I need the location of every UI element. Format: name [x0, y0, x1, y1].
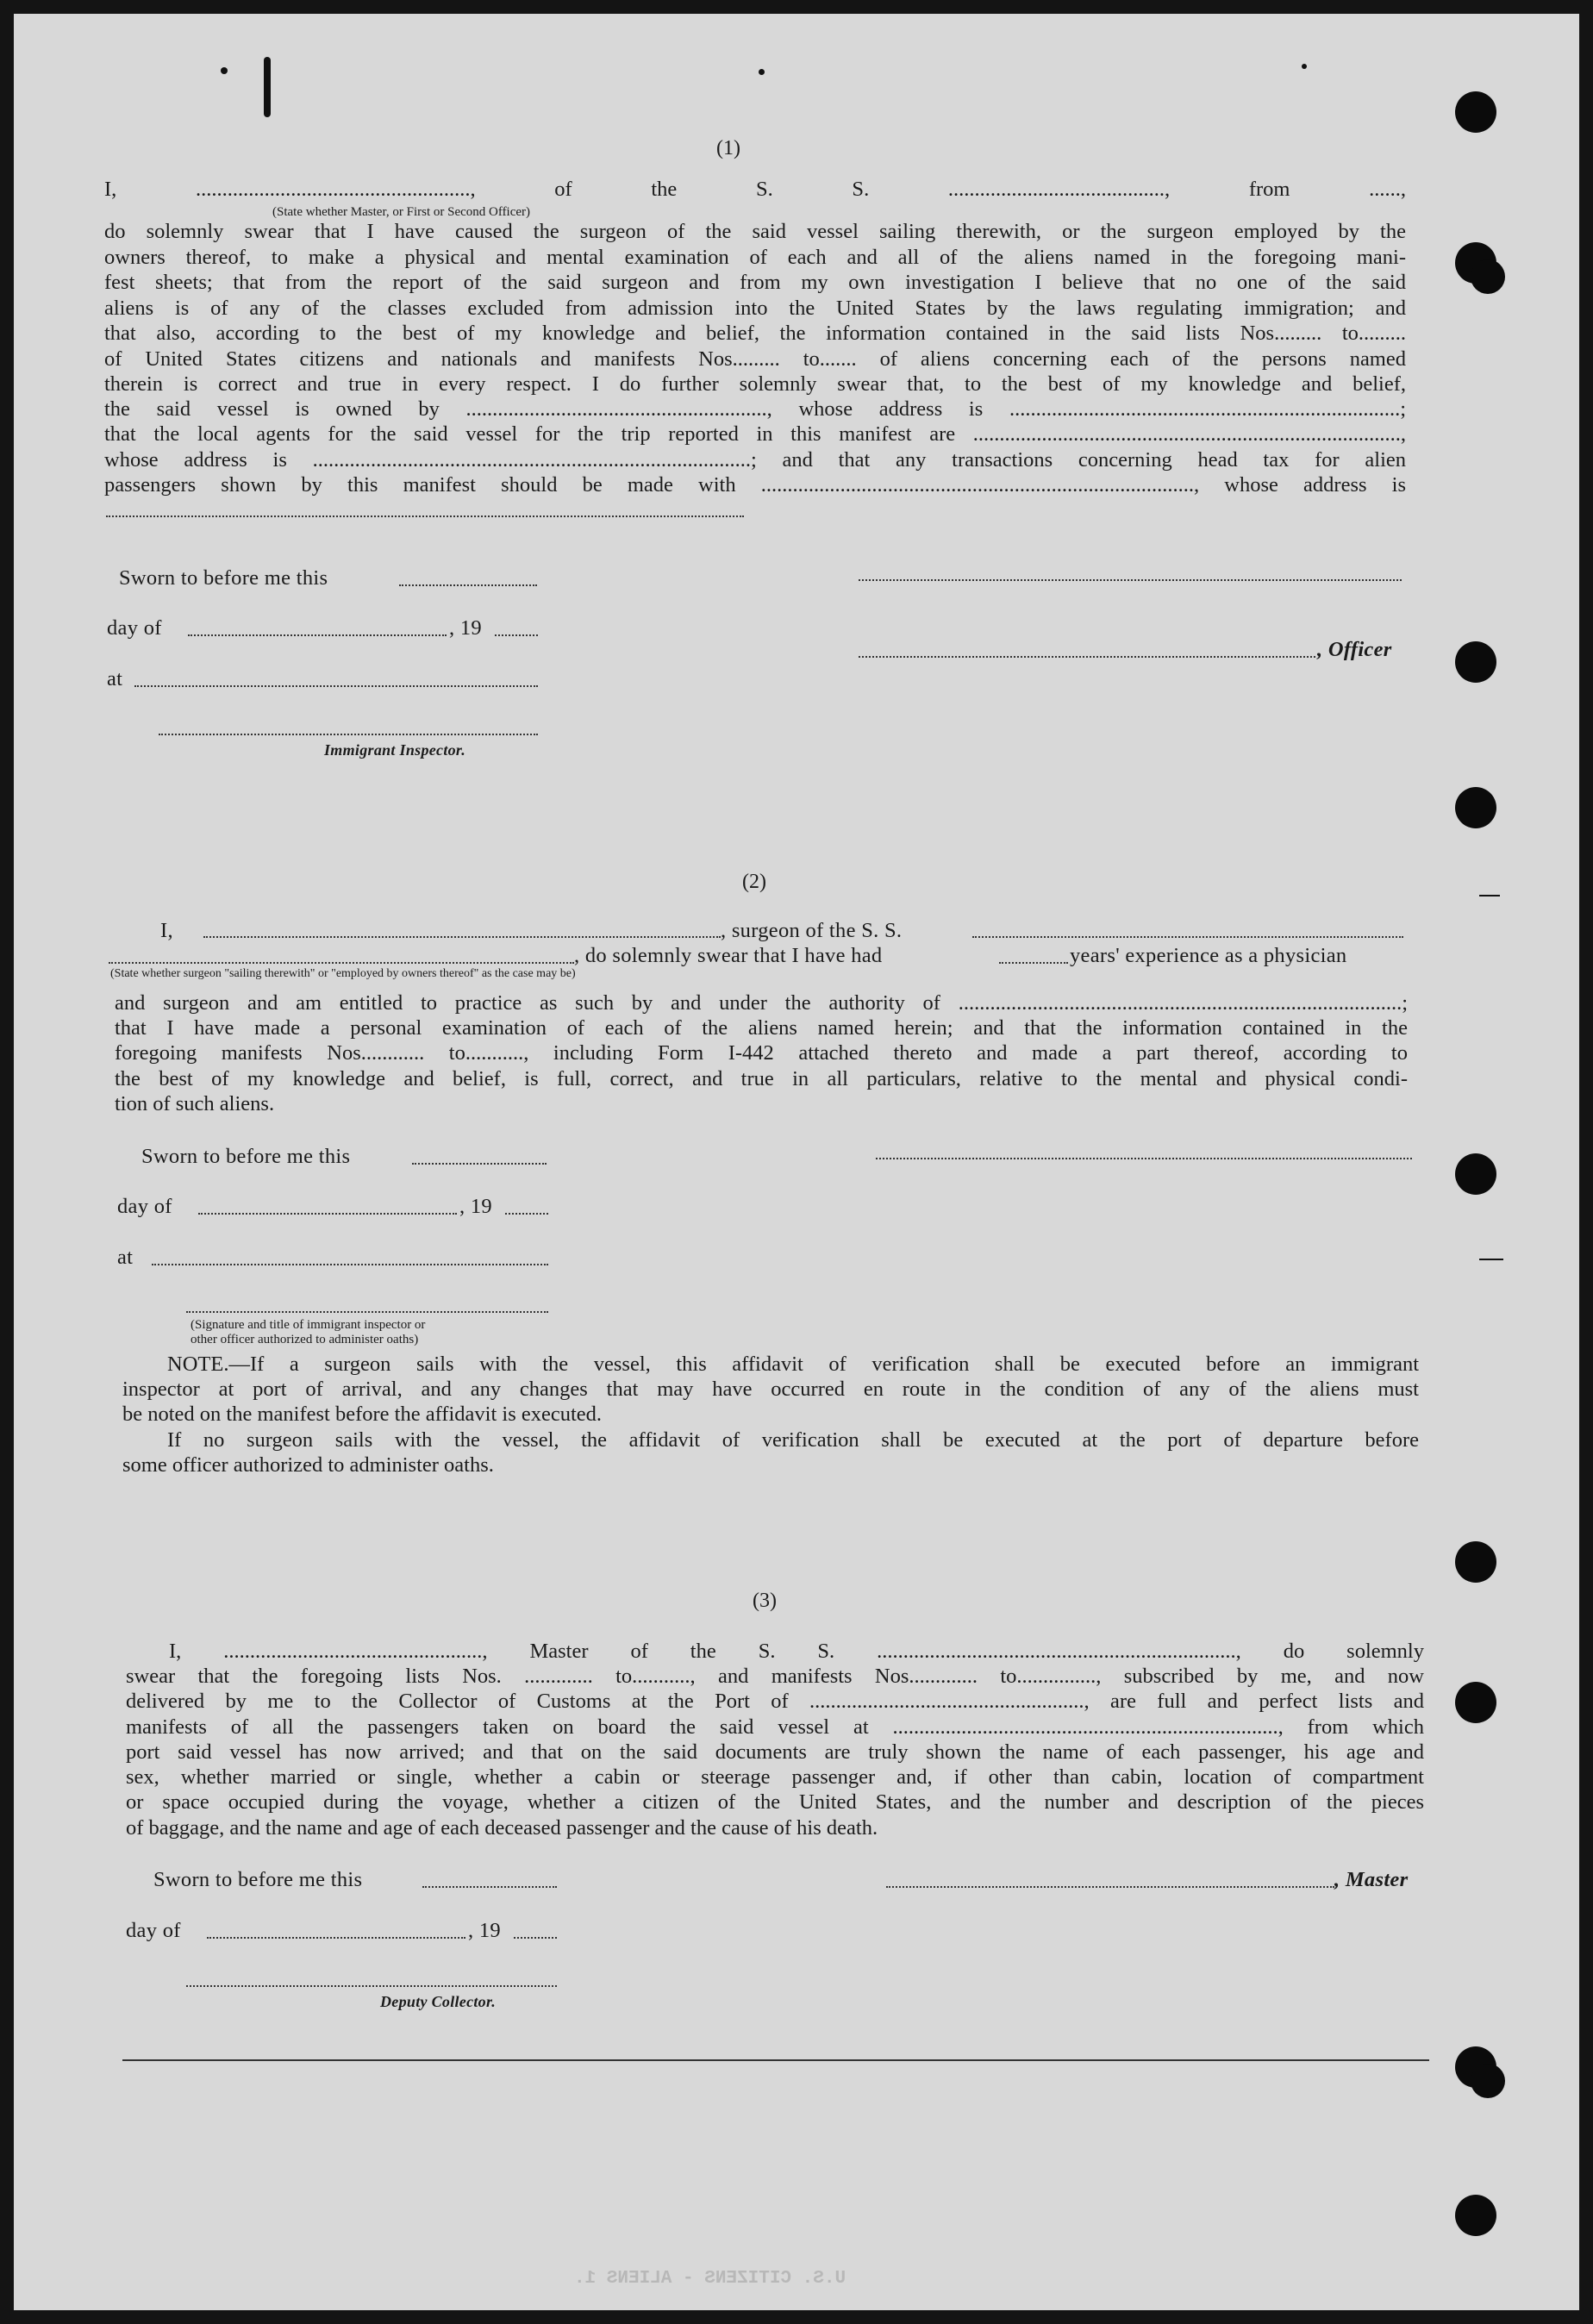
section-1-line: I, ...................................................., of the S. S. ........................................., from ......, — [104, 178, 1406, 201]
section-3-line: port said vessel has now arrived; and that on the said documents are truly shown the name of each passenger, his age and — [126, 1740, 1424, 1764]
section-3-number: (3) — [753, 1590, 777, 1612]
section-1-line: whose address is ...................................................................................; and that any transactions concerning head tax for alien — [104, 448, 1406, 472]
sworn-label: Sworn to before me this — [153, 1868, 363, 1891]
ink-mark — [1479, 1259, 1503, 1260]
note-line: inspector at port of arrival, and any changes that may have occurred en route in the condition of any of the aliens must — [122, 1378, 1419, 1401]
punch-hole — [1471, 259, 1505, 294]
section-1-line: that the local agents for the said vessel for the trip reported in this manifest are ................................................................................., — [104, 422, 1406, 446]
place-blank[interactable] — [152, 1264, 548, 1265]
year-label: , 19 — [449, 616, 482, 640]
punch-hole — [1455, 91, 1496, 133]
sworn-date-blank[interactable] — [412, 1163, 547, 1165]
officer-label: , Officer — [1317, 638, 1392, 661]
punch-hole — [1455, 2195, 1496, 2236]
master-label: , Master — [1334, 1868, 1409, 1891]
inspector-signature-blank[interactable] — [159, 734, 538, 735]
section-1-line: do solemnly swear that I have caused the surgeon of the said vessel sailing therewith, or the surgeon employed by the — [104, 220, 1406, 243]
reverse-side-bleed-text: U.S. CITIZENS - ALIENS 1. — [574, 2269, 846, 2289]
section-1-line: passengers shown by this manifest should be made with .................................................................................., whose address is — [104, 473, 1406, 497]
punch-hole — [1455, 1682, 1496, 1723]
sworn-label: Sworn to before me this — [119, 566, 328, 590]
address-blank[interactable] — [106, 515, 744, 517]
manifest-verification-sheet — [14, 14, 1579, 2310]
section-1-line: that also, according to the best of my knowledge and belief, the information contained in the said lists Nos......... to......... — [104, 322, 1406, 345]
section-1-line: aliens is of any of the classes excluded from admission into the United States by the laws regulating immigration; and — [104, 297, 1406, 320]
section-2-line: and surgeon and am entitled to practice as such by and under the authority of ....................................................................................; — [115, 991, 1408, 1015]
punch-hole — [1455, 787, 1496, 828]
master-signature-blank[interactable] — [886, 1886, 1334, 1888]
day-of-label: day of — [126, 1919, 181, 1942]
ink-mark — [1302, 64, 1307, 69]
year-label: , 19 — [468, 1919, 501, 1942]
section-1-line: fest sheets; that from the report of the said surgeon and from my own investigation I believe that no one of the said — [104, 271, 1406, 294]
year-blank[interactable] — [505, 1213, 548, 1215]
signature-title-label: other officer authorized to administer oaths) — [191, 1333, 419, 1346]
section-2-line: tion of such aliens. — [115, 1092, 275, 1115]
collector-signature-blank[interactable] — [186, 1985, 557, 1987]
officer-name-blank[interactable] — [859, 656, 1315, 658]
section-1-number: (1) — [716, 137, 740, 159]
day-of-label: day of — [107, 616, 162, 640]
at-label: at — [107, 667, 123, 690]
immigrant-inspector-label: Immigrant Inspector. — [324, 741, 466, 759]
section-3-line: delivered by me to the Collector of Customs at the Port of ...................................................., are full and perfect lists and — [126, 1690, 1424, 1713]
surgeon-signature-blank[interactable] — [876, 1158, 1412, 1159]
section-1-line: of United States citizens and nationals and manifests Nos......... to....... of aliens concerning each of the persons named — [104, 347, 1406, 371]
punch-hole — [1455, 641, 1496, 683]
surgeon-name-blank[interactable] — [203, 936, 721, 938]
ink-mark — [1479, 895, 1500, 896]
section-2-line: the best of my knowledge and belief, is full, correct, and true in all particulars, relative to the mental and physical condi- — [115, 1067, 1408, 1090]
month-blank[interactable] — [198, 1213, 457, 1215]
section-3-line: swear that the foregoing lists Nos. ............. to..........., and manifests Nos............. to..............., subscribed by me, and now — [126, 1665, 1424, 1688]
master-role-label: (State whether Master, or First or Second Officer) — [272, 205, 531, 219]
years-experience: years' experience as a physician — [1070, 944, 1347, 967]
sworn-date-blank[interactable] — [422, 1886, 557, 1888]
sworn-date-blank[interactable] — [399, 584, 537, 586]
section-3-line: I, ................................................., Master of the S. S. ...................................................................., do solemnly — [169, 1640, 1424, 1663]
note-line: some officer authorized to administer oaths. — [122, 1453, 494, 1477]
surgeon-status-blank[interactable] — [109, 962, 574, 964]
at-label: at — [117, 1246, 134, 1269]
section-3-line: or space occupied during the voyage, whether a citizen of the United States, and the number and description of the pieces — [126, 1790, 1424, 1814]
officer-signature-blank[interactable] — [859, 579, 1402, 581]
signature-title-label: (Signature and title of immigrant inspector or — [191, 1318, 426, 1332]
year-label: , 19 — [459, 1195, 492, 1218]
note-line: If no surgeon sails with the vessel, the affidavit of verification shall be executed at the port of departure before — [167, 1428, 1419, 1452]
ink-mark — [759, 69, 765, 75]
punch-hole — [1471, 2064, 1505, 2098]
section-1-line: the said vessel is owned by ........................................................., whose address is ..........................................................................; — [104, 397, 1406, 421]
deputy-collector-label: Deputy Collector. — [380, 1993, 497, 2010]
note-line: NOTE.—If a surgeon sails with the vessel, this affidavit of verification shall be executed before an immigrant — [167, 1353, 1419, 1376]
section-3-line: of baggage, and the name and age of each deceased passenger and the cause of his death. — [126, 1816, 878, 1840]
year-blank[interactable] — [495, 634, 538, 636]
ink-mark — [221, 67, 228, 74]
years-blank[interactable] — [999, 962, 1068, 964]
section-3-line: sex, whether married or single, whether a cabin or steerage passenger and, if other than cabin, location of compartment — [126, 1765, 1424, 1789]
section-1-line: therein is correct and true in every respect. I do further solemnly swear that, to the best of my knowledge and belief, — [104, 372, 1406, 396]
section-1-line: owners thereof, to make a physical and mental examination of each and all of the aliens named in the foregoing mani- — [104, 246, 1406, 269]
section-2-number: (2) — [742, 871, 766, 893]
sworn-label: Sworn to before me this — [141, 1145, 351, 1168]
section-2-line: foregoing manifests Nos............ to..........., including Form I-442 attached thereto and made a part thereof, according to — [115, 1041, 1408, 1065]
place-blank[interactable] — [134, 685, 538, 687]
section-2-line: that I have made a personal examination of each of the aliens named herein; and that the information contained in the — [115, 1016, 1408, 1040]
bottom-rule — [122, 2059, 1429, 2061]
note-line: be noted on the manifest before the affidavit is executed. — [122, 1403, 603, 1426]
year-blank[interactable] — [514, 1937, 557, 1939]
day-of-label: day of — [117, 1195, 172, 1218]
punch-hole — [1455, 1153, 1496, 1195]
vessel-name-blank[interactable] — [972, 936, 1403, 938]
month-blank[interactable] — [207, 1937, 465, 1939]
solemnly-swear: , do solemnly swear that I have had — [574, 944, 883, 967]
section-3-line: manifests of all the passengers taken on board the said vessel at ........................................................................., from which — [126, 1715, 1424, 1739]
punch-hole — [1455, 1541, 1496, 1583]
inspector-signature-blank[interactable] — [186, 1311, 548, 1313]
surgeon-of-ss: , surgeon of the S. S. — [721, 919, 903, 942]
month-blank[interactable] — [188, 634, 447, 636]
ink-mark — [264, 57, 271, 117]
section-2-i: I, — [160, 919, 173, 942]
surgeon-status-label: (State whether surgeon "sailing therewith" or "employed by owners thereof" as the case may be) — [110, 967, 576, 980]
